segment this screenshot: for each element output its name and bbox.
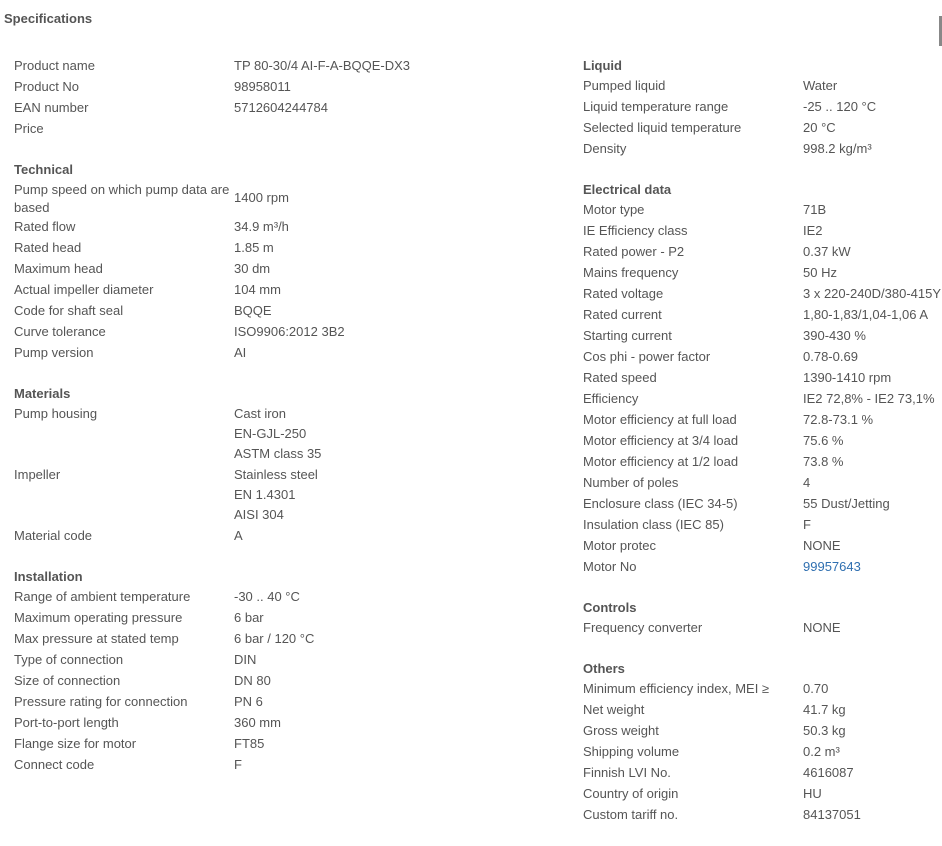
spec-label: Motor type (583, 202, 645, 217)
spec-label: Max pressure at stated temp (14, 631, 179, 646)
spec-row-motor-protec (583, 536, 942, 557)
spec-row-selected-liquid-temperature (583, 118, 942, 139)
spec-values (803, 221, 942, 242)
section-title: Materials (14, 386, 71, 401)
spec-label: Motor efficiency at 1/2 load (583, 454, 739, 469)
spec-values (234, 322, 554, 343)
spec-value: 104 mm (234, 282, 281, 297)
spec-label: Rated voltage (583, 286, 664, 301)
spec-row-price (14, 119, 554, 140)
spec-row-curve-tolerance (14, 322, 554, 343)
spec-values (803, 118, 942, 139)
spec-values (803, 326, 942, 347)
right-spec-column (583, 56, 942, 846)
spec-value: 998.2 kg/m³ (803, 141, 872, 156)
spec-label: Product name (14, 58, 95, 73)
spec-row-material-code (14, 526, 554, 547)
spec-values (803, 763, 942, 784)
spec-row-motor-efficiency-at-3-4-load (583, 431, 942, 452)
spec-values (234, 77, 554, 98)
spec-values (234, 56, 554, 77)
spec-value: 5712604244784 (234, 100, 328, 115)
spec-value: 98958011 (234, 79, 291, 94)
spec-row-enclosure-class-iec-34-5 (583, 494, 942, 515)
spec-value: -30 .. 40 °C (234, 589, 300, 604)
spec-value: IE2 72,8% - IE2 73,1% (803, 391, 935, 406)
spec-row-net-weight (583, 700, 942, 721)
spec-section-installation (14, 567, 554, 776)
spec-values (803, 515, 942, 536)
spec-row-minimum-efficiency-index-mei (583, 679, 942, 700)
spec-values (234, 692, 554, 713)
spec-values (234, 259, 554, 280)
spec-values (803, 389, 942, 410)
spec-section-controls (583, 598, 942, 639)
spec-value: NONE (803, 538, 841, 553)
spec-label: Range of ambient temperature (14, 589, 191, 604)
spec-label: Rated power - P2 (583, 244, 685, 259)
spec-values (803, 347, 942, 368)
spec-values (803, 305, 942, 326)
spec-value: -25 .. 120 °C (803, 99, 877, 114)
spec-label: Starting current (583, 328, 672, 343)
spec-values (234, 608, 554, 629)
spec-row-rated-current (583, 305, 942, 326)
spec-value: 50.3 kg (803, 723, 846, 738)
spec-label: Motor efficiency at full load (583, 412, 737, 427)
spec-row-pump-version (14, 343, 554, 364)
spec-value: 55 Dust/Jetting (803, 496, 890, 511)
spec-value: BQQE (234, 303, 272, 318)
spec-values (234, 238, 554, 259)
spec-section-general (14, 56, 554, 140)
spec-label: EAN number (14, 100, 89, 115)
spec-value: FT85 (234, 736, 265, 751)
spec-label: Material code (14, 528, 93, 543)
spec-value: 71B (803, 202, 827, 217)
spec-label: Insulation class (IEC 85) (583, 517, 724, 532)
spec-value: 1,80-1,83/1,04-1,06 A (803, 307, 929, 322)
spec-label: Motor protec (583, 538, 656, 553)
spec-label: Price (14, 121, 44, 136)
spec-value: 30 dm (234, 261, 271, 276)
spec-row-efficiency (583, 389, 942, 410)
spec-value: AISI 304 (234, 507, 284, 522)
spec-row-product-name (14, 56, 554, 77)
spec-row-size-of-connection (14, 671, 554, 692)
spec-section-technical (14, 160, 554, 364)
spec-value: 84137051 (803, 807, 861, 822)
spec-value: ASTM class 35 (234, 446, 322, 461)
spec-row-pumped-liquid (583, 76, 942, 97)
spec-values (803, 536, 942, 557)
spec-value: 72.8-73.1 % (803, 412, 874, 427)
spec-section-materials (14, 384, 554, 547)
spec-value: 1400 rpm (234, 190, 289, 205)
spec-section-others (583, 659, 942, 826)
spec-value: Water (803, 78, 838, 93)
spec-values (803, 452, 942, 473)
spec-value: Cast iron (234, 406, 287, 421)
spec-values (803, 679, 942, 700)
spec-value: 0.37 kW (803, 244, 851, 259)
spec-row-connect-code (14, 755, 554, 776)
spec-row-flange-size-for-motor (14, 734, 554, 755)
spec-value: F (803, 517, 811, 532)
spec-row-liquid-temperature-range (583, 97, 942, 118)
section-title: Others (583, 661, 625, 676)
spec-values (234, 526, 554, 547)
spec-label: Pump housing (14, 406, 98, 421)
section-title: Installation (14, 569, 83, 584)
spec-value: IE2 (803, 223, 823, 238)
spec-row-mains-frequency (583, 263, 942, 284)
spec-value: A (234, 528, 243, 543)
spec-row-rated-speed (583, 368, 942, 389)
spec-label: Product No (14, 79, 80, 94)
spec-value: 41.7 kg (803, 702, 846, 717)
section-title: Controls (583, 600, 637, 615)
spec-row-frequency-converter (583, 618, 942, 639)
spec-row-pump-speed-on-which-pump-data-are-based (14, 180, 554, 217)
spec-label: Gross weight (583, 723, 659, 738)
spec-values (234, 713, 554, 734)
spec-row-starting-current (583, 326, 942, 347)
spec-label: Net weight (583, 702, 645, 717)
spec-values (803, 97, 942, 118)
spec-value: 1390-1410 rpm (803, 370, 892, 385)
spec-value: PN 6 (234, 694, 263, 709)
spec-values (803, 284, 942, 305)
spec-row-product-no (14, 77, 554, 98)
spec-values (234, 98, 554, 119)
spec-values (803, 431, 942, 452)
spec-value: 0.78-0.69 (803, 349, 858, 364)
spec-section-liquid (583, 56, 942, 160)
spec-values (234, 119, 554, 140)
spec-value: 0.2 m³ (803, 744, 840, 759)
spec-value: 34.9 m³/h (234, 219, 289, 234)
spec-values (803, 742, 942, 763)
spec-values (234, 734, 554, 755)
spec-row-type-of-connection (14, 650, 554, 671)
spec-row-ean-number (14, 98, 554, 119)
spec-row-max-pressure-at-stated-temp (14, 629, 554, 650)
spec-values (234, 180, 554, 217)
spec-value: DN 80 (234, 673, 271, 688)
spec-value: 3 x 220-240D/380-415Y (803, 286, 942, 301)
spec-values (234, 217, 554, 238)
spec-section-electrical-data (583, 180, 942, 578)
spec-label: Country of origin (583, 786, 679, 801)
spec-label: Number of poles (583, 475, 679, 490)
spec-value (234, 120, 554, 140)
spec-value: 73.8 % (803, 454, 844, 469)
spec-label: Motor efficiency at 3/4 load (583, 433, 739, 448)
spec-row-motor-efficiency-at-1-2-load (583, 452, 942, 473)
spec-values (803, 557, 942, 578)
spec-label: Motor No (583, 559, 637, 574)
spec-value: 1.85 m (234, 240, 274, 255)
spec-value-link[interactable]: 99957643 (803, 559, 861, 574)
spec-values (803, 200, 942, 221)
spec-row-country-of-origin (583, 784, 942, 805)
spec-label: Liquid temperature range (583, 99, 729, 114)
spec-value: 4 (803, 475, 811, 490)
spec-label: Density (583, 141, 627, 156)
spec-value: 4616087 (803, 765, 854, 780)
spec-row-pressure-rating-for-connection (14, 692, 554, 713)
spec-row-port-to-port-length (14, 713, 554, 734)
spec-value: F (234, 757, 242, 772)
spec-row-ie-efficiency-class (583, 221, 942, 242)
spec-row-finnish-lvi-no (583, 763, 942, 784)
spec-label: Efficiency (583, 391, 639, 406)
spec-value: HU (803, 786, 822, 801)
spec-label: Frequency converter (583, 620, 703, 635)
spec-label: Actual impeller diameter (14, 282, 154, 297)
spec-values (803, 76, 942, 97)
spec-value: 0.70 (803, 681, 829, 696)
spec-label: Minimum efficiency index, MEI ≥ (583, 681, 770, 696)
spec-value: AI (234, 345, 247, 360)
spec-row-motor-efficiency-at-full-load (583, 410, 942, 431)
spec-label: Shipping volume (583, 744, 680, 759)
spec-values (234, 465, 554, 526)
spec-row-rated-head (14, 238, 554, 259)
section-title: Liquid (583, 58, 622, 73)
spec-label: Rated head (14, 240, 82, 255)
spec-row-rated-power-p2 (583, 242, 942, 263)
spec-row-number-of-poles (583, 473, 942, 494)
spec-values (803, 700, 942, 721)
spec-value: 50 Hz (803, 265, 837, 280)
spec-row-actual-impeller-diameter (14, 280, 554, 301)
spec-label: IE Efficiency class (583, 223, 688, 238)
spec-values (803, 242, 942, 263)
spec-label: Connect code (14, 757, 95, 772)
spec-label: Pressure rating for connection (14, 694, 188, 709)
spec-label: Custom tariff no. (583, 807, 679, 822)
spec-values (803, 410, 942, 431)
spec-label: Type of connection (14, 652, 124, 667)
spec-value: 6 bar / 120 °C (234, 631, 315, 646)
spec-label: Pump version (14, 345, 94, 360)
spec-value: Stainless steel (234, 467, 318, 482)
spec-value: TP 80-30/4 AI-F-A-BQQE-DX3 (234, 58, 411, 73)
spec-row-range-of-ambient-temperature (14, 587, 554, 608)
spec-label: Port-to-port length (14, 715, 119, 730)
spec-value: 390-430 % (803, 328, 866, 343)
spec-values (234, 343, 554, 364)
spec-row-maximum-head (14, 259, 554, 280)
section-title: Technical (14, 162, 74, 177)
spec-values (803, 618, 942, 639)
spec-row-pump-housing (14, 404, 554, 465)
spec-value: EN-GJL-250 (234, 426, 307, 441)
spec-row-motor-no (583, 557, 942, 578)
spec-values (234, 280, 554, 301)
section-title: Electrical data (583, 182, 672, 197)
spec-label: Maximum operating pressure (14, 610, 183, 625)
spec-row-gross-weight (583, 721, 942, 742)
spec-row-shipping-volume (583, 742, 942, 763)
page-title: Specifications (4, 11, 93, 26)
spec-row-rated-voltage (583, 284, 942, 305)
spec-value: EN 1.4301 (234, 487, 296, 502)
spec-value: NONE (803, 620, 841, 635)
spec-values (234, 301, 554, 322)
spec-label: Maximum head (14, 261, 103, 276)
spec-label: Finnish LVI No. (583, 765, 671, 780)
spec-value: ISO9906:2012 3B2 (234, 324, 345, 339)
spec-label: Selected liquid temperature (583, 120, 742, 135)
spec-label: Flange size for motor (14, 736, 137, 751)
spec-label: Cos phi - power factor (583, 349, 711, 364)
spec-values (234, 671, 554, 692)
spec-values (803, 784, 942, 805)
spec-row-insulation-class-iec-85 (583, 515, 942, 536)
spec-value: 20 °C (803, 120, 836, 135)
spec-values (803, 721, 942, 742)
spec-values (803, 473, 942, 494)
spec-label: Size of connection (14, 673, 121, 688)
spec-row-cos-phi-power-factor (583, 347, 942, 368)
spec-label: Impeller (14, 467, 61, 482)
spec-label: Mains frequency (583, 265, 679, 280)
spec-values (234, 650, 554, 671)
spec-value: 360 mm (234, 715, 281, 730)
spec-value: DIN (234, 652, 257, 667)
spec-label: Code for shaft seal (14, 303, 124, 318)
spec-value: 75.6 % (803, 433, 844, 448)
spec-values (803, 494, 942, 515)
spec-values (234, 629, 554, 650)
spec-row-code-for-shaft-seal (14, 301, 554, 322)
spec-row-impeller (14, 465, 554, 526)
spec-label: Rated current (583, 307, 662, 322)
spec-row-motor-type (583, 200, 942, 221)
left-spec-column (14, 56, 554, 796)
spec-label: Rated flow (14, 219, 76, 234)
spec-row-density (583, 139, 942, 160)
spec-values (803, 368, 942, 389)
spec-value: 6 bar (234, 610, 264, 625)
spec-values (234, 755, 554, 776)
spec-values (803, 139, 942, 160)
spec-label: Rated speed (583, 370, 657, 385)
spec-values (234, 404, 554, 465)
spec-values (803, 805, 942, 826)
spec-row-rated-flow (14, 217, 554, 238)
spec-values (234, 587, 554, 608)
spec-values (803, 263, 942, 284)
spec-label: Pump speed on which pump data are based (14, 182, 230, 215)
spec-label: Curve tolerance (14, 324, 106, 339)
spec-row-maximum-operating-pressure (14, 608, 554, 629)
spec-label: Pumped liquid (583, 78, 666, 93)
spec-row-custom-tariff-no (583, 805, 942, 826)
spec-label: Enclosure class (IEC 34-5) (583, 496, 738, 511)
